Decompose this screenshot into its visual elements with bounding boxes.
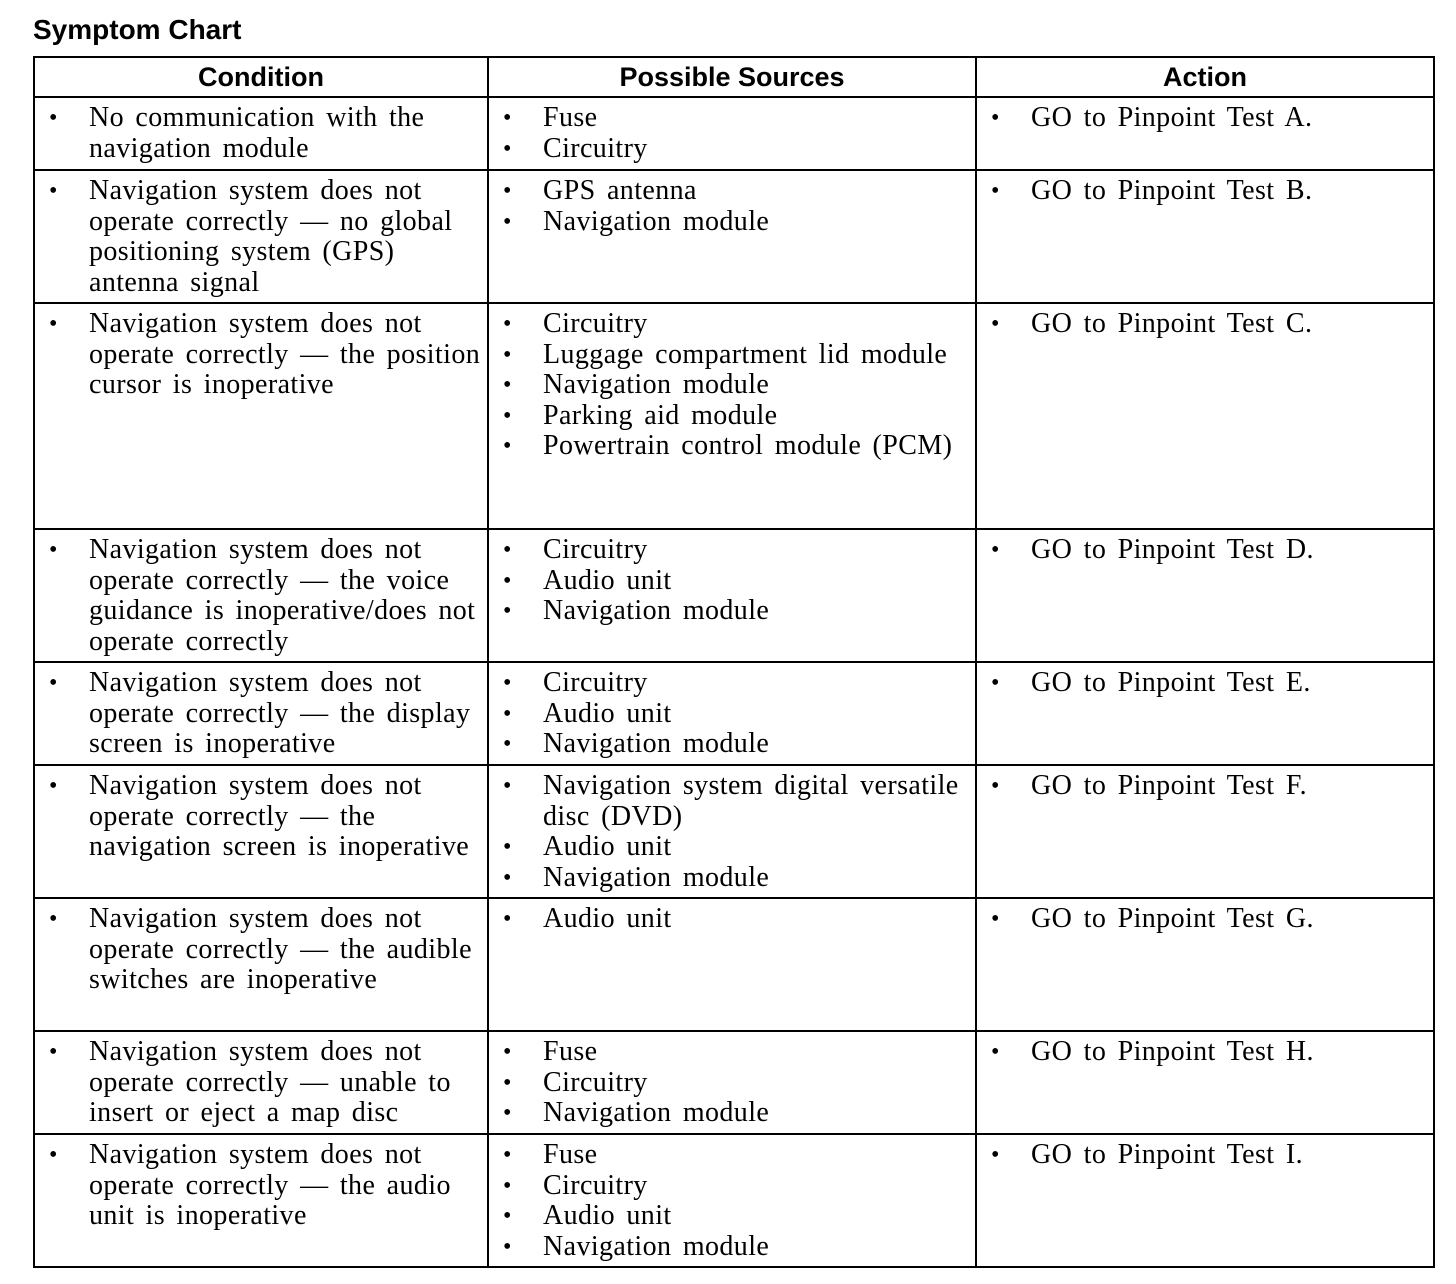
action-text: • GO to Pinpoint Test A. xyxy=(977,103,1427,134)
condition-cell xyxy=(34,529,488,662)
action-cell xyxy=(976,898,1434,1031)
action-text: • GO to Pinpoint Test D. xyxy=(977,535,1427,566)
source-item: • Audio unit xyxy=(489,699,969,730)
source-item: • Audio unit xyxy=(489,1201,969,1232)
possible-sources-cell xyxy=(488,97,976,170)
condition-text: • Navigation system does not operate correctly — no global positioning system (GPS) antenna signal xyxy=(35,176,481,298)
action-cell xyxy=(976,765,1434,898)
action-text: • GO to Pinpoint Test H. xyxy=(977,1037,1427,1068)
possible-sources-cell xyxy=(488,1134,976,1267)
table-row xyxy=(34,1031,1434,1134)
action-cell xyxy=(976,97,1434,170)
source-item: • Circuitry xyxy=(489,134,969,165)
source-item: • Fuse xyxy=(489,1037,969,1068)
source-item: • Parking aid module xyxy=(489,401,969,432)
source-item: • Audio unit xyxy=(489,832,969,863)
source-item: • Navigation module xyxy=(489,729,969,760)
table-row xyxy=(34,765,1434,898)
source-item: • GPS antenna xyxy=(489,176,969,207)
condition-text: • Navigation system does not operate correctly — the position cursor is inoperative xyxy=(35,309,481,401)
page-title: Symptom Chart xyxy=(33,14,242,45)
possible-sources-cell xyxy=(488,898,976,1031)
action-text: • GO to Pinpoint Test F. xyxy=(977,771,1427,802)
table-body xyxy=(34,97,1434,1267)
condition-cell xyxy=(34,765,488,898)
source-item: • Fuse xyxy=(489,103,969,134)
source-item: • Powertrain control module (PCM) xyxy=(489,431,969,462)
possible-sources-cell xyxy=(488,765,976,898)
table-row xyxy=(34,529,1434,662)
possible-sources-cell xyxy=(488,303,976,529)
possible-sources-cell xyxy=(488,170,976,303)
action-text: • GO to Pinpoint Test G. xyxy=(977,904,1427,935)
action-cell xyxy=(976,1031,1434,1134)
source-item: • Navigation module xyxy=(489,596,969,627)
table-row xyxy=(34,170,1434,303)
table-row xyxy=(34,303,1434,529)
condition-text: • Navigation system does not operate correctly — the voice guidance is inoperative/does not operate correctly xyxy=(35,535,481,657)
condition-text: • Navigation system does not operate correctly — the audible switches are inoperative xyxy=(35,904,481,996)
condition-cell xyxy=(34,898,488,1031)
table-header-row xyxy=(34,57,1434,97)
action-cell xyxy=(976,303,1434,529)
source-item: • Circuitry xyxy=(489,309,969,340)
source-item: • Circuitry xyxy=(489,1068,969,1099)
condition-cell xyxy=(34,1031,488,1134)
source-item: • Audio unit xyxy=(489,904,969,935)
header-action: Action xyxy=(976,57,1434,97)
source-item: • Circuitry xyxy=(489,668,969,699)
possible-sources-cell xyxy=(488,662,976,765)
source-item: • Navigation module xyxy=(489,1098,969,1129)
source-item: • Fuse xyxy=(489,1140,969,1171)
condition-text: • Navigation system does not operate correctly — the audio unit is inoperative xyxy=(35,1140,481,1232)
condition-text: • Navigation system does not operate correctly — the display screen is inoperative xyxy=(35,668,481,760)
possible-sources-cell xyxy=(488,529,976,662)
action-cell xyxy=(976,1134,1434,1267)
source-item: • Navigation module xyxy=(489,370,969,401)
action-text: • GO to Pinpoint Test E. xyxy=(977,668,1427,699)
source-item: • Navigation system digital versatile disc (DVD) xyxy=(489,771,969,832)
table-row xyxy=(34,898,1434,1031)
source-item: • Navigation module xyxy=(489,1232,969,1263)
possible-sources-cell xyxy=(488,1031,976,1134)
condition-cell xyxy=(34,97,488,170)
header-condition: Condition xyxy=(34,57,488,97)
condition-text: • No communication with the navigation module xyxy=(35,103,481,164)
source-item: • Audio unit xyxy=(489,566,969,597)
table-row xyxy=(34,1134,1434,1267)
condition-text: • Navigation system does not operate correctly — the navigation screen is inoperative xyxy=(35,771,481,863)
action-text: • GO to Pinpoint Test B. xyxy=(977,176,1427,207)
source-item: • Navigation module xyxy=(489,207,969,238)
action-cell xyxy=(976,529,1434,662)
source-item: • Luggage compartment lid module xyxy=(489,340,969,371)
symptom-chart-table xyxy=(33,56,1435,1268)
table-row xyxy=(34,97,1434,170)
condition-cell xyxy=(34,303,488,529)
action-text: • GO to Pinpoint Test I. xyxy=(977,1140,1427,1171)
condition-cell xyxy=(34,1134,488,1267)
source-item: • Navigation module xyxy=(489,863,969,894)
action-text: • GO to Pinpoint Test C. xyxy=(977,309,1427,340)
condition-cell xyxy=(34,170,488,303)
header-possible-sources: Possible Sources xyxy=(488,57,976,97)
table-row xyxy=(34,662,1434,765)
source-item: • Circuitry xyxy=(489,1171,969,1202)
action-cell xyxy=(976,170,1434,303)
action-cell xyxy=(976,662,1434,765)
condition-text: • Navigation system does not operate correctly — unable to insert or eject a map disc xyxy=(35,1037,481,1129)
source-item: • Circuitry xyxy=(489,535,969,566)
condition-cell xyxy=(34,662,488,765)
